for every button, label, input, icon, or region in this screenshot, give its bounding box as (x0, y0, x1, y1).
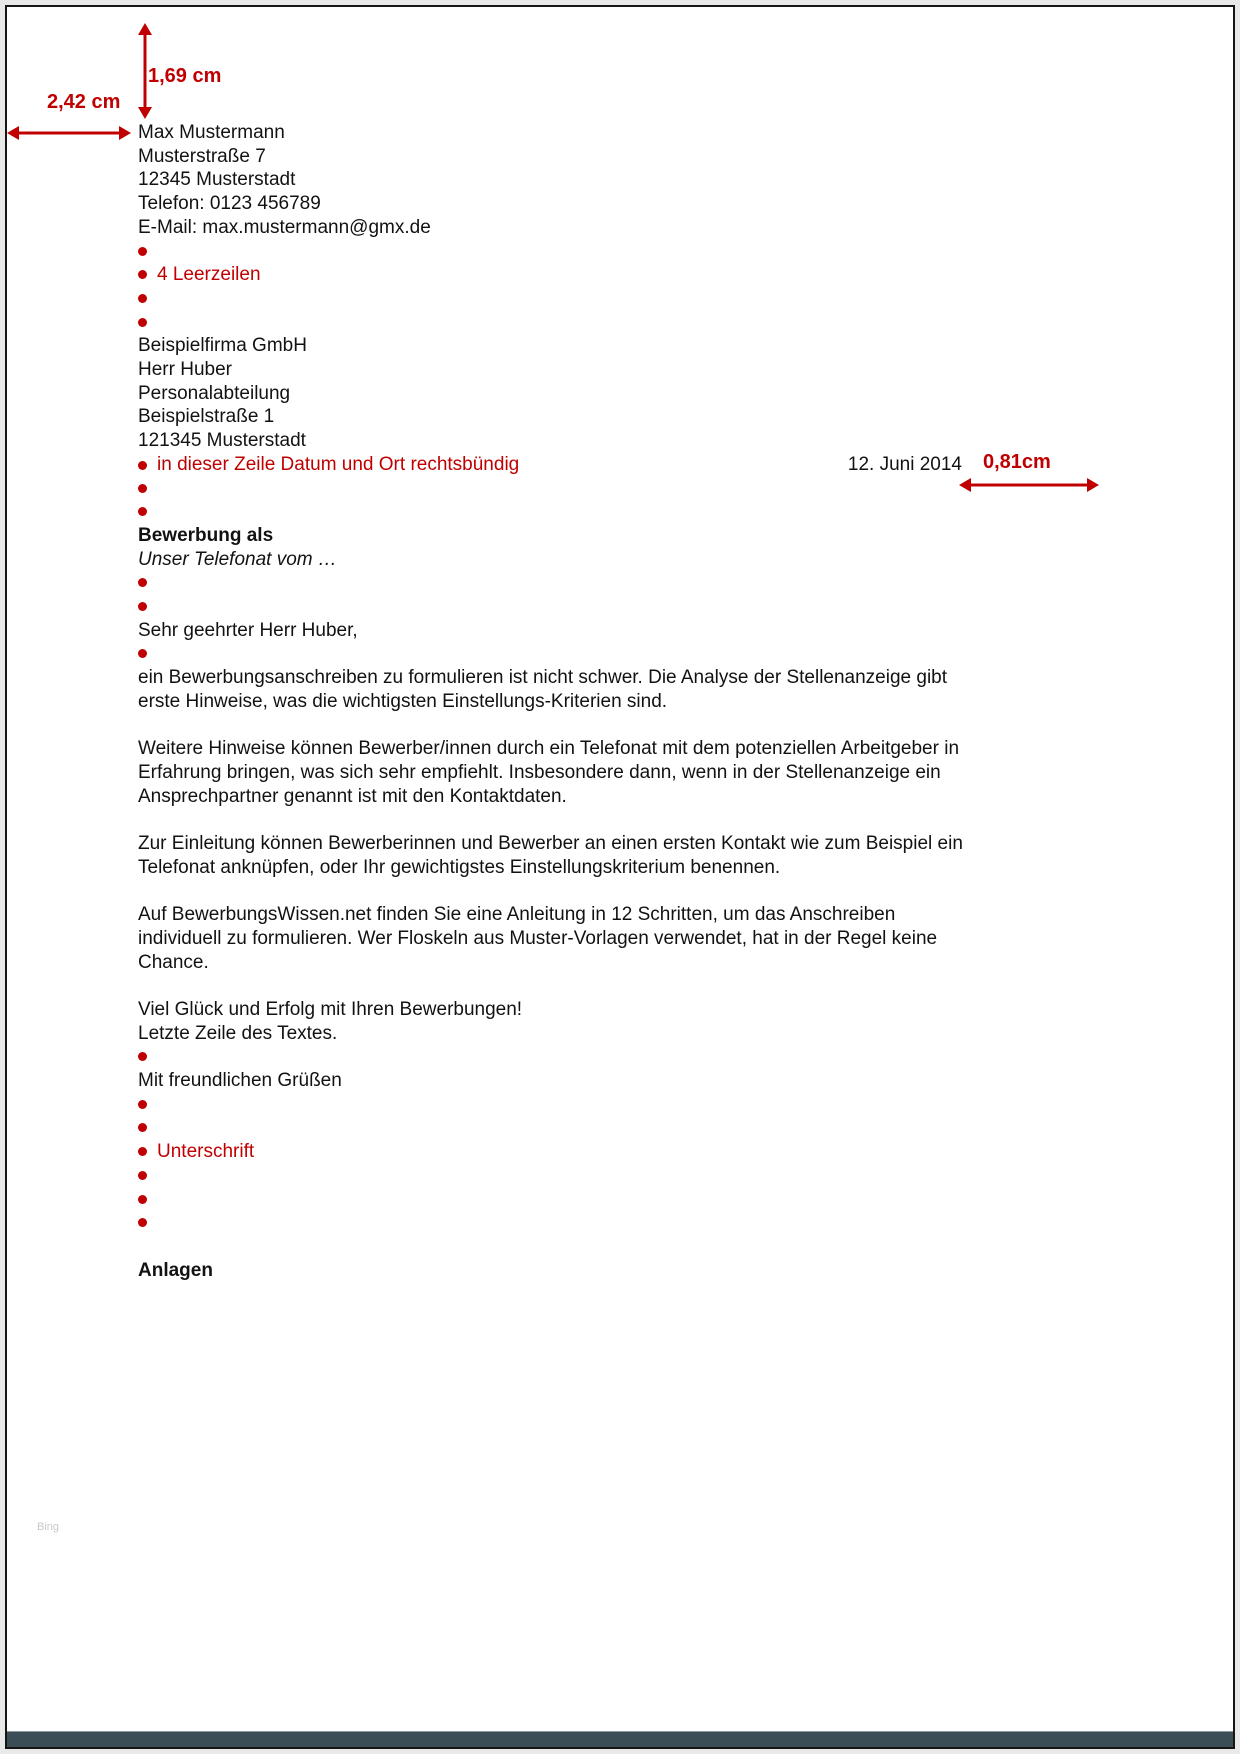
red-dot-icon (138, 1218, 147, 1227)
letter-body (138, 121, 982, 1282)
red-dot-icon (138, 1147, 147, 1156)
blank-line-marker (138, 595, 982, 619)
red-dot-icon (138, 247, 147, 256)
enclosures-label: Anlagen (138, 1259, 213, 1281)
blank-line-marker (138, 1116, 982, 1140)
sender-line: E-Mail: max.mustermann@gmx.de (138, 216, 431, 238)
red-dot-icon (138, 578, 147, 587)
body-paragraph: Weitere Hinweise können Bewerber/innen durch ein Telefonat mit dem potenziellen Arbeitgeber in Erfahrung bringen, was sich sehr empfiehlt. Insbesondere dann, wenn in der Stellenanzeige ein Ansprechpartner genannt ist mit den Kontaktdaten. (138, 738, 960, 807)
body-paragraph: Auf BewerbungsWissen.net finden Sie eine Anleitung in 12 Schritten, um das Anschreiben individuell zu formulieren. Wer Floskeln aus Muster-Vorlagen verwendet, hat in der Regel keine Chance. (138, 904, 938, 973)
red-dot-icon (138, 1123, 147, 1132)
red-dot-icon (138, 461, 147, 470)
signature-note: Unterschrift (157, 1141, 255, 1163)
red-dot-icon (138, 507, 147, 516)
left-margin-label: 2,42 cm (47, 91, 121, 113)
sender-line: Max Mustermann (138, 122, 285, 143)
watermark: Bing (37, 1521, 60, 1533)
subject-line-bold: Bewerbung als (138, 524, 274, 546)
red-dot-icon (138, 318, 147, 327)
body-paragraph: ein Bewerbungsanschreiben zu formulieren ist nicht schwer. Die Analyse der Stellenanzeige gibt erste Hinweise, was die wichtigsten Einstellungs-Kriterien sind. (138, 667, 948, 712)
recipient-line: Personalabteilung (138, 382, 291, 404)
blank-line-marker (138, 240, 982, 264)
red-dot-icon (138, 649, 147, 658)
blank-line-marker (138, 642, 982, 666)
bottom-bar (7, 1731, 1233, 1747)
red-dot-icon (138, 1195, 147, 1204)
closing-line: Letzte Zeile des Textes. (138, 1022, 338, 1044)
blank-line-marker (138, 1045, 982, 1069)
blank-line-marker (138, 1188, 982, 1212)
date-note: in dieser Zeile Datum und Ort rechtsbündig (157, 453, 520, 475)
red-dot-icon (138, 270, 147, 279)
blank-line-marker (138, 311, 982, 335)
recipient-line: Herr Huber (138, 359, 232, 381)
blank-line-marker (138, 571, 982, 595)
blank-line-marker (138, 1211, 982, 1235)
blank-lines-note: 4 Leerzeilen (157, 264, 261, 286)
red-dot-icon (138, 294, 147, 303)
closing-line: Viel Glück und Erfolg mit Ihren Bewerbungen! (138, 998, 523, 1020)
red-dot-icon (138, 1100, 147, 1109)
red-dot-icon (138, 1171, 147, 1180)
subject-line-italic: Unser Telefonat vom … (138, 548, 337, 570)
blank-line-marker (138, 287, 982, 311)
sender-line: Musterstraße 7 (138, 145, 266, 167)
blank-line-marker (138, 1093, 982, 1117)
recipient-line: 121345 Musterstadt (138, 430, 306, 452)
regards-line: Mit freundlichen Grüßen (138, 1070, 342, 1092)
blank-lines-note-line (138, 263, 982, 287)
sender-line: 12345 Musterstadt (138, 169, 296, 191)
top-margin-label: 1,69 cm (148, 65, 222, 87)
blank-line-marker (138, 477, 982, 501)
blank-line-marker (138, 500, 982, 524)
red-dot-icon (138, 602, 147, 611)
recipient-line: Beispielstraße 1 (138, 406, 275, 428)
salutation: Sehr geehrter Herr Huber, (138, 619, 358, 641)
red-dot-icon (138, 484, 147, 493)
blank-line-marker (138, 1164, 982, 1188)
letter-page (5, 5, 1235, 1749)
recipient-line: Beispielfirma GmbH (138, 335, 307, 357)
signature-note-line (138, 1140, 982, 1164)
letter-date: 12. Juni 2014 (847, 453, 962, 475)
sender-line: Telefon: 0123 456789 (138, 193, 321, 215)
right-margin-label: 0,81cm (983, 451, 1051, 473)
left-margin-arrow (7, 123, 131, 143)
body-paragraph: Zur Einleitung können Bewerberinnen und Bewerber an einen ersten Kontakt wie zum Beispiel ein Telefonat anknüpfen, oder Ihr gewichtigstes Einstellungskriterium benennen. (138, 833, 963, 878)
date-line (138, 453, 982, 477)
red-dot-icon (138, 1052, 147, 1061)
